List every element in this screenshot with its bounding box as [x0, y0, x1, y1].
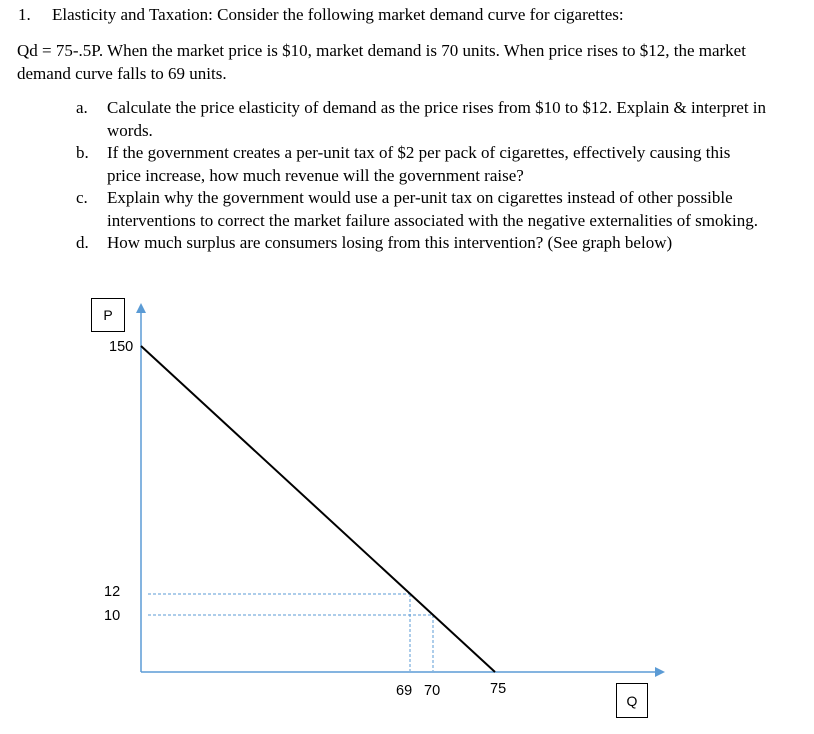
part-text: Explain why the government would use a per-unit tax on cigarettes instead of other possible interventions to correct the market failure associated with the negative externalities of smoking. — [107, 188, 758, 230]
p-axis-label: P — [103, 307, 113, 323]
y-tick-label-10: 10 — [104, 608, 121, 624]
part-marker: a. — [76, 98, 88, 117]
part-text: How much surplus are consumers losing from this intervention? (See graph below) — [107, 233, 673, 252]
y-tick-label-12: 12 — [104, 584, 121, 600]
part-text: Calculate the price elasticity of demand as the price rises from $10 to $12. Explain & interpret in words. — [107, 98, 767, 140]
x-tick-label-75: 75 — [490, 681, 507, 697]
part-marker: d. — [76, 233, 89, 252]
question-intro: Qd = 75-.5P. When the market price is $10, market demand is 70 units. When price rises to $12, the market demand curve falls to 69 units. — [17, 41, 746, 83]
part-marker: c. — [76, 188, 88, 207]
part-text: If the government creates a per-unit tax of $2 per pack of cigarettes, effectively causing this price increase, how much revenue will the government raise? — [107, 143, 731, 185]
x-tick-label-69: 69 — [396, 683, 413, 699]
part-marker: b. — [76, 143, 89, 162]
p-axis-label-box — [91, 298, 125, 332]
q-axis-label-box — [616, 683, 648, 718]
question-title: Elasticity and Taxation: Consider the following market demand curve for cigarettes: — [52, 5, 624, 24]
q-axis-label: Q — [626, 692, 638, 709]
x-tick-label-70: 70 — [424, 683, 441, 699]
y-axis-arrowhead — [136, 303, 146, 313]
x-axis-arrowhead — [655, 667, 665, 677]
demand-curve — [141, 346, 495, 672]
question-number: 1. — [18, 5, 31, 24]
y-tick-label-150: 150 — [109, 339, 134, 355]
